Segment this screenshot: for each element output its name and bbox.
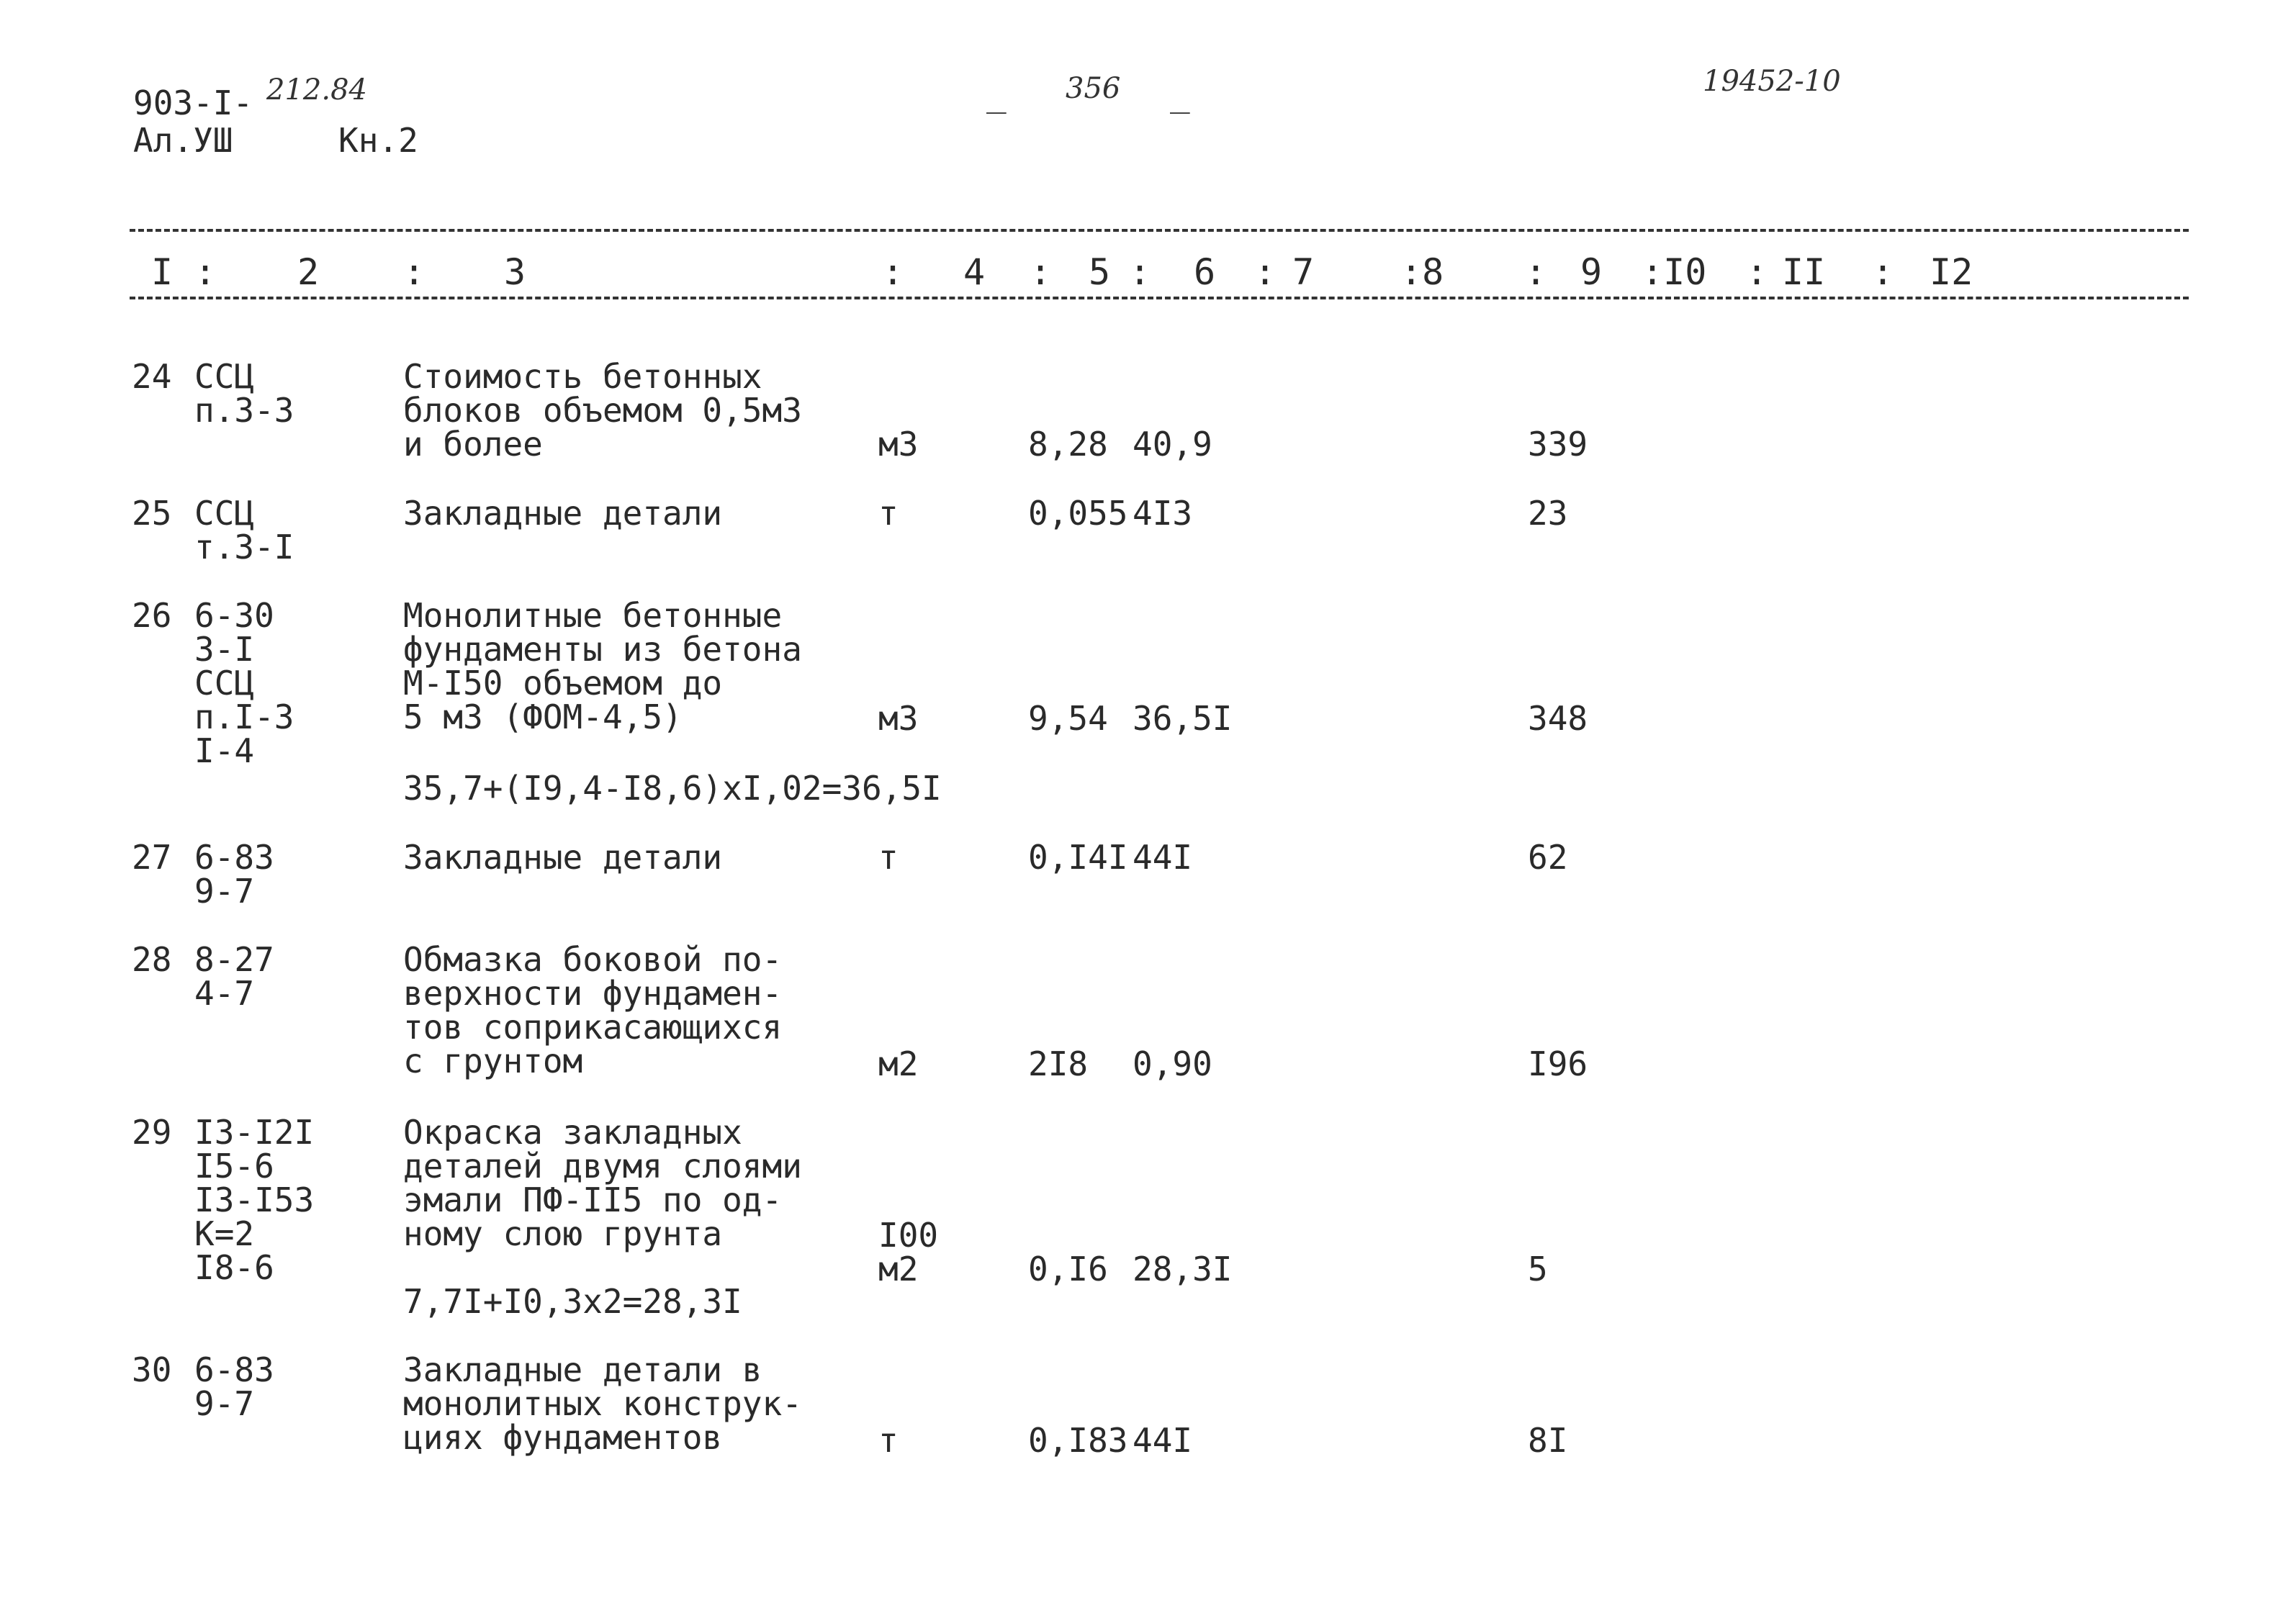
col-sep: : [1129, 251, 1151, 293]
col-label: :8 [1400, 251, 1444, 293]
row-number: 30 [132, 1350, 172, 1389]
row-name-line: с грунтом [403, 1042, 583, 1080]
row-code-line: 6-30 [194, 596, 274, 635]
page-dash-right: _ [1170, 75, 1190, 114]
col-label: 9 [1580, 251, 1603, 293]
doc-code: 903-I- [133, 83, 253, 122]
row-code-line: 8-27 [194, 940, 274, 979]
row-total: 5 [1528, 1250, 1548, 1288]
header-rule-bottom [130, 297, 2189, 299]
row-unit-price: 44I [1133, 1421, 1193, 1460]
col-label: 3 [504, 251, 526, 293]
row-name-line: фундаменты из бетона [403, 630, 802, 669]
row-code-line: 9-7 [194, 872, 255, 911]
row-unit: м3 [878, 425, 919, 464]
row-code-line: 6-83 [194, 838, 274, 877]
col-label: II [1782, 251, 1826, 293]
row-number: 26 [132, 596, 172, 635]
row-calculation-note: 7,7I+I0,3x2=28,3I [403, 1282, 742, 1321]
row-name-line: эмали ПФ-II5 по од- [403, 1181, 783, 1219]
row-name-line: Обмазка боковой по- [403, 940, 783, 979]
row-total: 348 [1528, 699, 1588, 738]
row-unit-price: 0,90 [1133, 1044, 1212, 1083]
row-name-line: циях фундаментов [403, 1418, 723, 1457]
row-code-line: 9-7 [194, 1384, 255, 1423]
album-label: Ал.УШ [133, 121, 233, 160]
row-code-line: К=2 [194, 1214, 255, 1253]
row-code-line: 3-I [194, 630, 255, 669]
row-quantity: 0,I6 [1028, 1250, 1108, 1288]
row-quantity: 9,54 [1028, 699, 1108, 738]
row-quantity: 8,28 [1028, 425, 1108, 464]
row-name-line: монолитных конструк- [403, 1384, 802, 1423]
row-code-line: п.I-3 [194, 698, 294, 736]
row-name-line: Стоимость бетонных [403, 357, 762, 396]
row-unit-price: 4I3 [1133, 494, 1193, 533]
row-total: 23 [1528, 494, 1568, 533]
row-code-line: 6-83 [194, 1350, 274, 1389]
col-label: I2 [1930, 251, 1973, 293]
col-sep: : [1525, 251, 1547, 293]
row-code-line: I-4 [194, 731, 255, 770]
row-unit: т [878, 494, 899, 533]
row-name-line: 5 м3 (ФОМ-4,5) [403, 698, 683, 736]
row-unit-price: 40,9 [1133, 425, 1212, 464]
row-number: 27 [132, 838, 172, 877]
row-unit: т [878, 1421, 899, 1460]
row-name-line: Закладные детали [403, 494, 723, 533]
col-label: 7 [1292, 251, 1315, 293]
header-rule-top [130, 229, 2189, 232]
row-code-line: ССЦ [194, 494, 255, 533]
col-label: 2 [297, 251, 320, 293]
row-unit-price: 36,5I [1133, 699, 1233, 738]
row-name-line: Закладные детали [403, 838, 723, 877]
row-total: I96 [1528, 1044, 1588, 1083]
col-sep: : [1254, 251, 1277, 293]
row-code-line: I3-I2I [194, 1113, 315, 1152]
row-name-line: Закладные детали в [403, 1350, 762, 1389]
col-sep: : [1030, 251, 1052, 293]
row-quantity: 0,I83 [1028, 1421, 1128, 1460]
row-unit-price: 44I [1133, 838, 1193, 877]
row-code-line: I3-I53 [194, 1181, 315, 1219]
row-unit: м3 [878, 699, 919, 738]
col-label: :I0 [1642, 251, 1707, 293]
col-label: 5 [1089, 251, 1111, 293]
row-code-line: ССЦ [194, 664, 255, 703]
row-number: 28 [132, 940, 172, 979]
row-code-line: т.3-I [194, 528, 294, 566]
col-sep: : [1872, 251, 1894, 293]
row-number: 29 [132, 1113, 172, 1152]
row-unit: м2 [878, 1250, 919, 1288]
row-name-line: деталей двумя слоями [403, 1147, 802, 1186]
row-name-line: ному слою грунта [403, 1214, 723, 1253]
row-quantity: 0,055 [1028, 494, 1128, 533]
col-sep: : [403, 251, 426, 293]
row-unit: I00 [878, 1216, 939, 1255]
row-number: 24 [132, 357, 172, 396]
row-code-line: 4-7 [194, 974, 255, 1013]
col-label: 6 [1194, 251, 1216, 293]
row-name-line: М-I50 объемом до [403, 664, 723, 703]
row-name-line: верхности фундамен- [403, 974, 783, 1013]
row-name-line: Монолитные бетонные [403, 596, 783, 635]
row-unit: м2 [878, 1044, 919, 1083]
row-name-line: тов соприкасающихся [403, 1008, 783, 1047]
col-sep: : [1746, 251, 1768, 293]
col-label: 4 [963, 251, 986, 293]
row-name-line: и более [403, 425, 543, 464]
row-total: 339 [1528, 425, 1588, 464]
row-code-line: п.3-3 [194, 391, 294, 430]
row-quantity: 2I8 [1028, 1044, 1089, 1083]
col-label: I [151, 251, 174, 293]
inventory-number: 19452-10 [1703, 65, 1841, 98]
row-code-line: I5-6 [194, 1147, 274, 1186]
row-quantity: 0,I4I [1028, 838, 1128, 877]
row-total: 8I [1528, 1421, 1568, 1460]
col-sep: : [194, 251, 217, 293]
row-name-line: блоков объемом 0,5м3 [403, 391, 802, 430]
row-unit: т [878, 838, 899, 877]
book-label: Кн.2 [338, 121, 418, 160]
doc-code-handwritten: 212.84 [266, 73, 367, 107]
row-total: 62 [1528, 838, 1568, 877]
row-name-line: Окраска закладных [403, 1113, 742, 1152]
row-number: 25 [132, 494, 172, 533]
page-dash-left: _ [986, 75, 1007, 114]
col-sep: : [882, 251, 904, 293]
row-calculation-note: 35,7+(I9,4-I8,6)xI,02=36,5I [403, 769, 942, 808]
row-code-line: ССЦ [194, 357, 255, 396]
row-code-line: I8-6 [194, 1248, 274, 1287]
row-unit-price: 28,3I [1133, 1250, 1233, 1288]
page-number: 356 [1066, 72, 1121, 105]
